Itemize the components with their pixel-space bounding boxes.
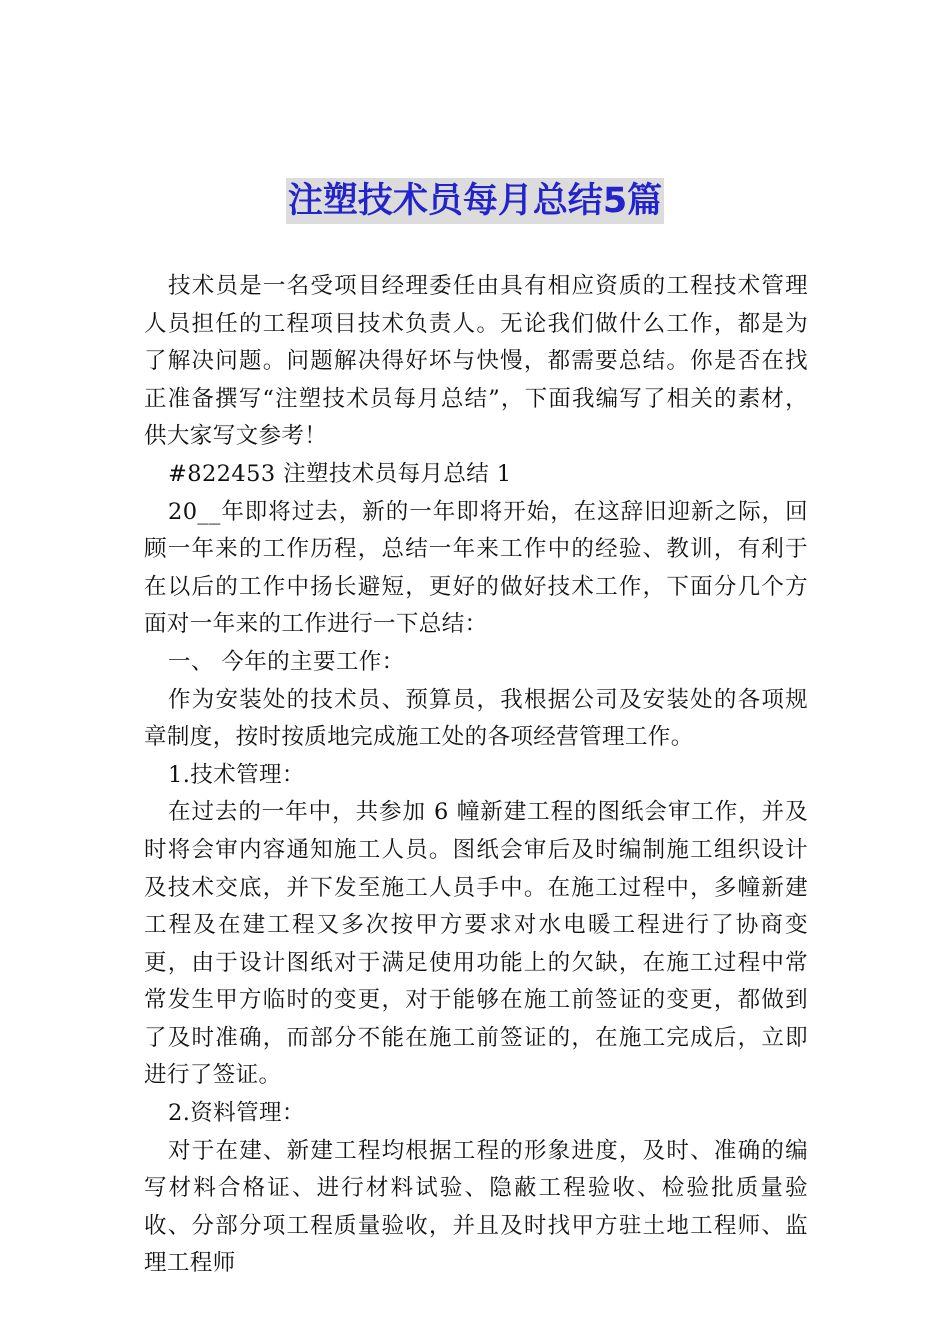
intro-paragraph: 技术员是一名受项目经理委任由具有相应资质的工程技术管理人员担任的工程项目技术负责人。无论我们做什么工作，都是为了解决问题。问题解决得好坏与快慢，都需要总结。你是否在找正准备撰写“注塑技术员每月总结”，下面我编写了相关的素材，供大家写文参考！ — [144, 273, 808, 450]
subheading-tech-management: 1.技术管理： — [168, 761, 305, 788]
paragraph-role: 作为安装处的技术员、预算员，我根据公司及安装处的各项规章制度，按时按质地完成施工处的各项经营管理工作。 — [144, 686, 808, 751]
title-container — [0, 178, 950, 224]
subheading-document-management: 2.资料管理： — [168, 1100, 305, 1127]
paragraph-tech-management: 在过去的一年中，共参加 6 幢新建工程的图纸会审工作，并及时将会审内容通知施工人员。图纸会审后及时编制施工组织设计及技术交底，并下发至施工人员手中。在施工过程中，多幢新建工程及在建工程又多次按甲方要求对水电暖工程进行了协商变更，由于设计图纸对于满足使用功能上的欠缺，在施工过程中常常发生甲方临时的变更，对于能够在施工前签证的变更，都做到了及时准确，而部分不能在施工前签证的，在施工完成后，立即进行了签证。 — [144, 799, 808, 1089]
paragraph-opening: 20__年即将过去，新的一年即将开始，在这辞旧迎新之际，回顾一年来的工作历程，总结一年来工作中的经验、教训，有利于在以后的工作中扬长避短，更好的做好技术工作，下面分几个方面对一年来的工作进行一下总结： — [144, 498, 808, 638]
document-body — [144, 268, 808, 1283]
subheading-main-work: 一、 今年的主要工作： — [168, 648, 405, 675]
document-title: 注塑技术员每月总结5篇 — [286, 178, 664, 224]
section-heading-1: #822453 注塑技术员每月总结 1 — [168, 460, 512, 487]
paragraph-document-management: 对于在建、新建工程均根据工程的形象进度，及时、准确的编写材料合格证、进行材料试验、隐蔽工程验收、检验批质量验收、分部分项工程质量验收，并且及时找甲方驻土地工程师、监理工程师 — [144, 1137, 808, 1277]
